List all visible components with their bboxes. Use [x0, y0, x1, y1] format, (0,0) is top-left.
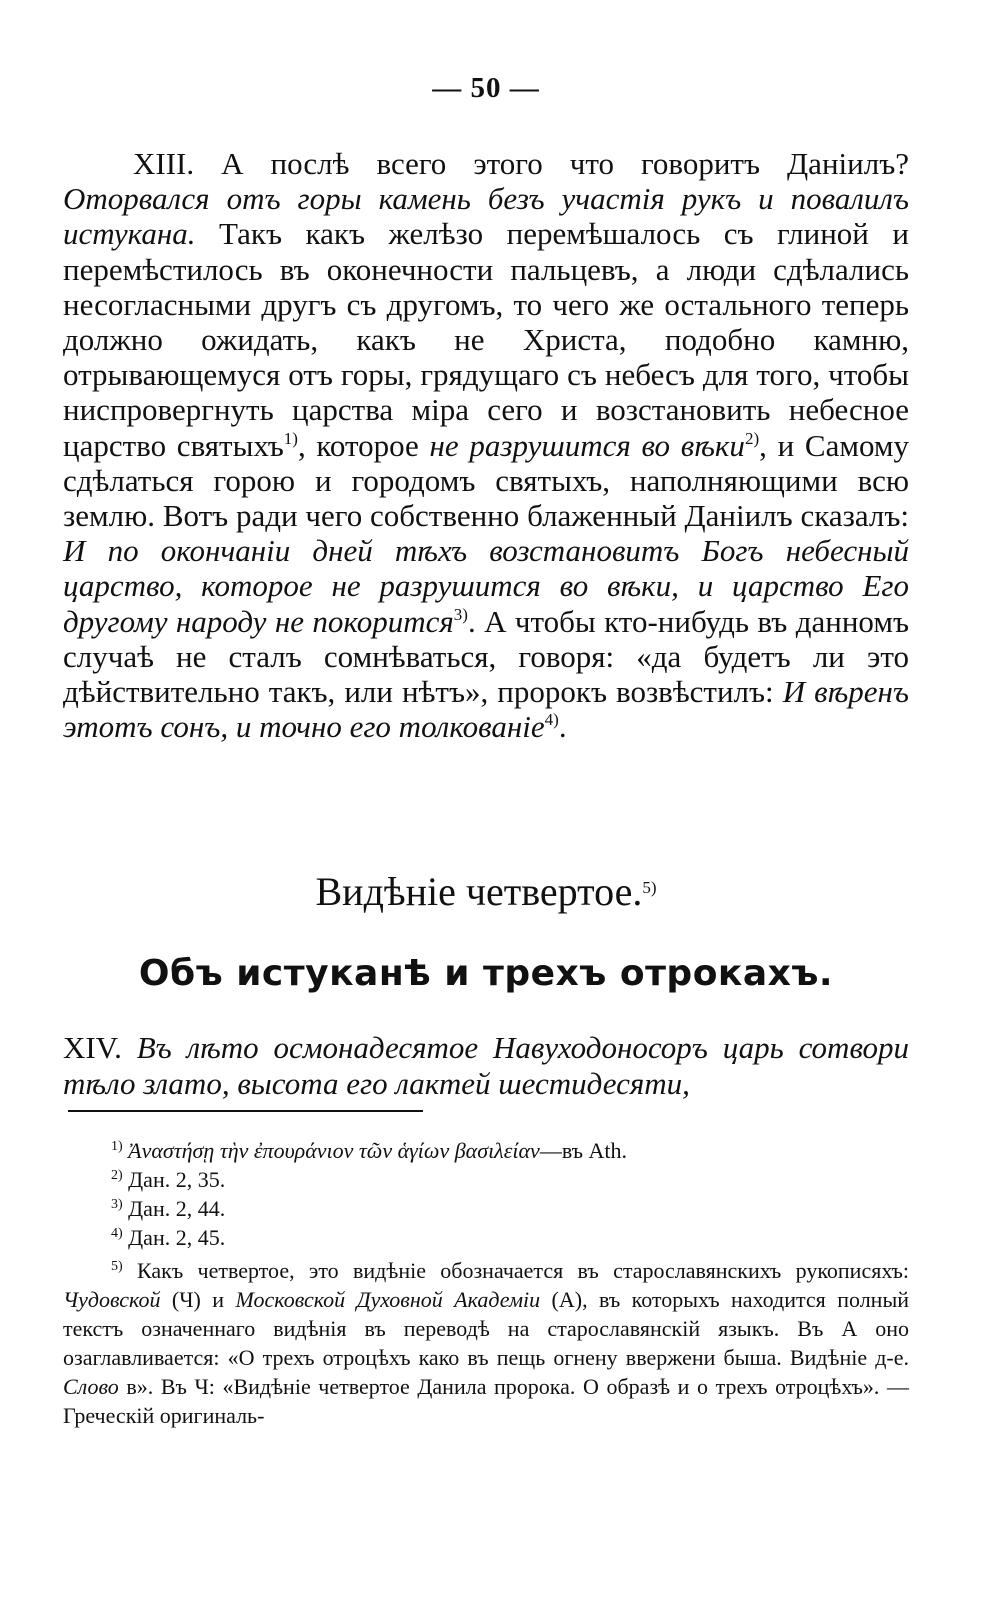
footnote-ref: 5)	[642, 878, 657, 897]
footnote-mark: 4)	[111, 1226, 123, 1241]
manuscript-name: Московской Духовной Академіи	[235, 1287, 541, 1312]
footnote-text: Какъ четвертое, это видѣніе обозначается въ старославянскихъ рукописяхъ:	[122, 1258, 909, 1283]
scripture-quote: не разрушится во вѣки	[429, 427, 745, 463]
section-subtitle: Объ истуканѣ и трехъ отрокахъ.	[138, 953, 834, 994]
scripture-quote: Оторвался отъ горы камень безъ участія рукъ и повалилъ истукана.	[63, 181, 909, 252]
footnote-separator	[68, 1110, 423, 1112]
paragraph-xiii	[63, 146, 909, 744]
paragraph-text: А послѣ всего этого что говоритъ Даніилъ?	[194, 146, 909, 181]
manuscript-name: Чудовской	[63, 1287, 161, 1312]
footnote-text: —въ Ath.	[539, 1138, 628, 1163]
footnote-mark: 5)	[111, 1259, 123, 1274]
footnote-mark: 2)	[111, 1168, 123, 1183]
page-number: — 50 —	[432, 72, 540, 104]
footnote-ref: 2)	[744, 428, 760, 448]
section-title-text: Видѣніе четвертое.	[315, 869, 643, 914]
footnote-text: Дан. 2, 44.	[128, 1196, 226, 1221]
greek-text: Ἀναστήσῃ τὴν ἐπουράνιον τῶν ἁγίων βασιλείαν	[128, 1138, 540, 1163]
footnote-text: в». Въ Ч: «Видѣніе четвертое Данила пророка. О образѣ и о трехъ отроцѣхъ». — Греческій оригиналь-	[63, 1374, 909, 1428]
book-page	[63, 0, 909, 1600]
footnote-5	[63, 1256, 909, 1430]
footnote-ref: 3)	[453, 604, 468, 624]
footnote-text: Дан. 2, 45.	[128, 1225, 226, 1250]
paragraph-text: , которое	[297, 427, 430, 463]
section-title	[63, 868, 909, 916]
footnote-text: (А), въ которыхъ находится полный текстъ означеннаго видѣнія въ переводѣ на старославянскій языкъ. Въ А оно озаглавливается: «О трехъ отроцѣхъ како въ пещь огнену ввержени быша. Видѣніе д-е.	[63, 1287, 909, 1370]
footnote-text: Дан. 2, 35.	[128, 1167, 226, 1192]
footnote-text: (Ч) и	[160, 1287, 236, 1312]
footnote-4	[63, 1223, 909, 1252]
paragraph-text: . А чтобы кто-нибудь въ данномъ случаѣ не сталъ сомнѣваться, говоря: «да будетъ ли это дѣйствительно такъ, или нѣтъ», пророкъ возвѣстилъ:	[63, 603, 909, 710]
paragraph-number: XIII.	[133, 146, 195, 181]
footnote-mark: 1)	[111, 1139, 123, 1154]
manuscript-word: Слово	[63, 1374, 119, 1399]
footnote-2	[63, 1165, 909, 1194]
scripture-quote: И вѣренъ этотъ сонъ, и точно его толкованіе	[63, 674, 909, 745]
scripture-quote: И по окончаніи дней тѣхъ возстановитъ Богъ небесный царство, которое не разрушится во вѣки, и царство Его другому народу не покорится	[63, 533, 909, 639]
paragraph-number: XIV.	[63, 1030, 122, 1065]
paragraph-text: .	[558, 709, 567, 745]
paragraph-text: Такъ какъ желѣзо перемѣшалось съ глиной и перемѣстилось въ оконечности пальцевъ, а люди сдѣлались несогласными другъ съ другомъ, то чего же остального теперь должно ожидать, какъ не Христа, подобно камню, отрывающемуся отъ горы, грядущаго съ небесъ для того, чтобы ниспровергнуть царства міра сего и возстановить небесное царство святыхъ	[63, 216, 909, 463]
scripture-quote: Въ лѣто осмонадесятое Навуходоносоръ царь сотвори тѣло злато, высота его лактей шестидесяти,	[63, 1030, 909, 1101]
paragraph-text: , и Самому сдѣлаться горою и городомъ святыхъ, наполняющими всю землю. Вотъ ради чего собственно блаженный Даніилъ сказалъ:	[63, 427, 909, 534]
footnote-mark: 3)	[111, 1197, 123, 1212]
footnote-ref: 1)	[283, 428, 298, 448]
footnote-1	[63, 1136, 909, 1165]
paragraph-xiv	[63, 1030, 909, 1102]
footnote-3	[63, 1194, 909, 1223]
footnotes	[63, 1136, 909, 1430]
footnote-ref: 4)	[544, 710, 559, 730]
